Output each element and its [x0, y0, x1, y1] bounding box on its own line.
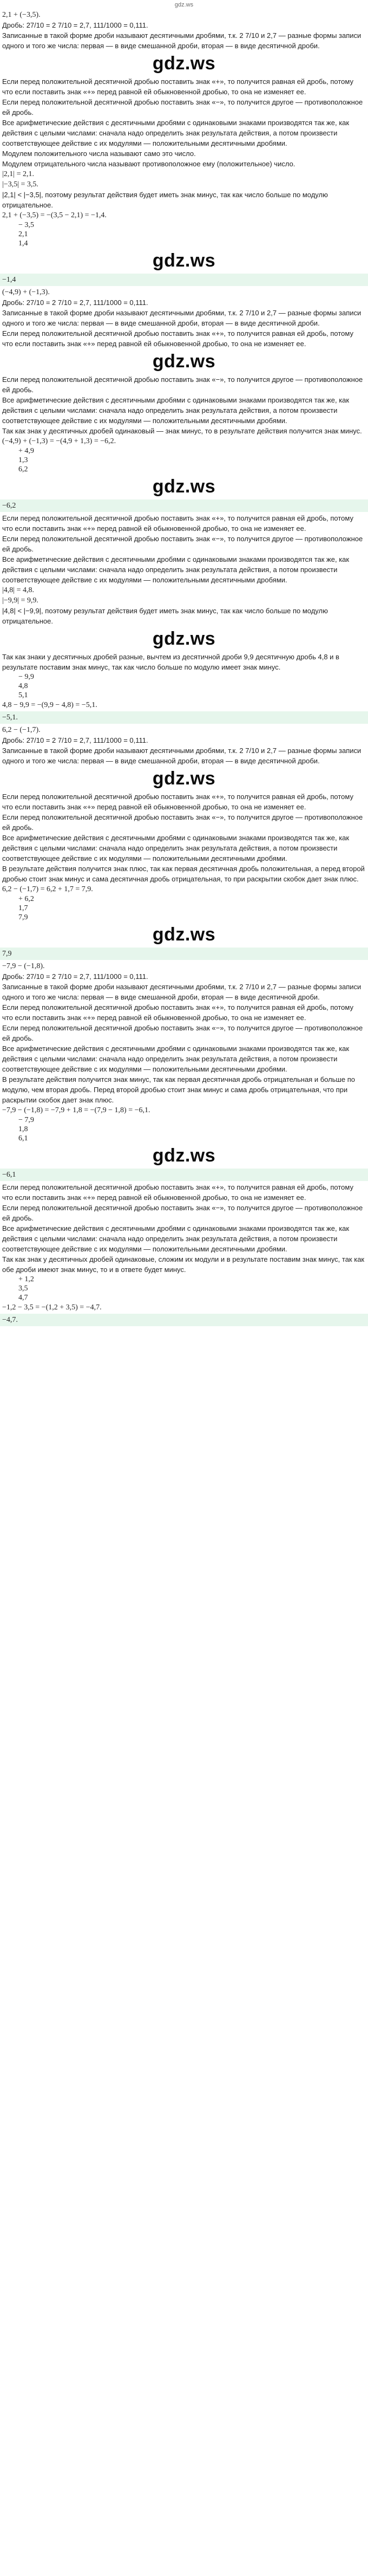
column-calc-line: 1,4 — [18, 239, 28, 248]
text-line: Все арифметические действия с десятичными дробями с одинаковыми знаками производятся так же, как действия с целыми числами: сначала надо определить знак результата действия, а потом произвести соответствующее действие с их модулями — положительными десятичными дробями. — [2, 1044, 350, 1073]
watermark: gdz.ws — [152, 476, 216, 497]
math-line: |2,1| = 2,1. — [2, 170, 35, 178]
text-line: Дробь: 27/10 = 2 7/10 = 2,7, 111/1000 = 0,111. — [2, 299, 148, 307]
text-line: Модулем отрицательного числа называют противоположное ему (положительное) число. — [2, 160, 295, 168]
text-line: Все арифметические действия с десятичными дробями с одинаковыми знаками производятся так же, как действия с целыми числами: сначала надо определить знак результата действия, а потом произвести соответствующее действие с их модулями — положительными десятичными дробями. — [2, 396, 350, 425]
solution-content — [0, 10, 368, 1326]
watermark: gdz.ws — [152, 628, 216, 649]
text-line: Все арифметические действия с десятичными дробями с одинаковыми знаками производятся так же, как действия с целыми числами: сначала надо определить знак результата действия, а потом произвести соответствующее действие с их модулями — положительными десятичными дробями. — [2, 555, 350, 584]
answer-line: −1,4 — [0, 274, 368, 286]
text-line: Если перед положительной десятичной дробью поставить знак «−», то получится другое — противоположное ей дробь. — [2, 98, 363, 116]
math-line: 4,8 − 9,9 = −(9,9 − 4,8) = −5,1. — [2, 701, 97, 709]
text-line: Дробь: 27/10 = 2 7/10 = 2,7, 111/1000 = 0,111. — [2, 736, 148, 744]
column-calc-line: + 4,9 — [18, 447, 34, 455]
text-line: Если перед положительной десятичной дробью поставить знак «+», то получится равная ей дробь, потому что если поставить знак «+» перед равной ей обыкновенной дробью, то она не изменяет ее. — [2, 329, 353, 348]
column-calc-line: − 9,9 — [18, 673, 34, 681]
column-calc-line: + 6,2 — [18, 895, 34, 903]
text-line: |2,1| < |−3,5|, поэтому результат действия будет иметь знак минус, так как число больше по модулю отрицательное. — [2, 191, 328, 209]
column-calc-line: − 3,5 — [18, 221, 34, 229]
answer-line: 7,9 — [0, 948, 368, 960]
text-line: Дробь: 27/10 = 2 7/10 = 2,7, 111/1000 = 0,111. — [2, 972, 148, 981]
column-calc-line: 4,8 — [18, 682, 28, 690]
math-line: −7,9 − (−1,8). — [2, 962, 45, 970]
text-line: В результате действия получится знак плюс, так как первая десятичная дробь положительная, а перед второй дробью стоит знак минус и сама десятичная дробь отрицательная, то при раскрытии скобок дает знак плюс. — [2, 865, 365, 883]
text-line: Все арифметические действия с десятичными дробями с одинаковыми знаками производятся так же, как действия с целыми числами: сначала надо определить знак результата действия, а потом произвести соответствующее действие с их модулями — положительными десятичными дробями. — [2, 1224, 350, 1253]
text-line: Если перед положительной десятичной дробью поставить знак «+», то получится равная ей дробь, потому что если поставить знак «+» перед равной ей обыкновенной дробью, то она не изменяет ее. — [2, 77, 353, 96]
column-calc-line: 1,3 — [18, 456, 28, 464]
text-line: Дробь: 27/10 = 2 7/10 = 2,7, 111/1000 = 0,111. — [2, 21, 148, 29]
column-calc-line: 3,5 — [18, 1284, 28, 1293]
text-line: Записанные в такой форме дроби называют десятичными дробями, т.к. 2 7/10 и 2,7 — разные формы записи одного и того же числа: первая — в виде смешанной дроби, вторая — в виде десятичной дроби. — [2, 31, 362, 50]
column-calc-line: − 7,9 — [18, 1116, 34, 1124]
math-line: 2,1 + (−3,5) = −(3,5 − 2,1) = −1,4. — [2, 211, 107, 219]
text-line: Если перед положительной десятичной дробью поставить знак «+», то получится равная ей дробь, потому что если поставить знак «+» перед равной ей обыкновенной дробью, то она не изменяет ее. — [2, 514, 353, 533]
text-line: Модулем положительного числа называют само это число. — [2, 150, 196, 158]
column-calc-line: 4,7 — [18, 1294, 28, 1302]
watermark: gdz.ws — [152, 1145, 216, 1166]
text-line: Записанные в такой форме дроби называют десятичными дробями, т.к. 2 7/10 и 2,7 — разные формы записи одного и того же числа: первая — в виде смешанной дроби, вторая — в виде десятичной дроби. — [2, 747, 362, 765]
watermark: gdz.ws — [152, 250, 216, 271]
math-line: |−9,9| = 9,9. — [2, 596, 38, 605]
column-calc-line: 6,1 — [18, 1134, 28, 1143]
text-line: Все арифметические действия с десятичными дробями с одинаковыми знаками производятся так же, как действия с целыми числами: сначала надо определить знак результата действия, а потом произвести соответствующее действие с их модулями — положительными десятичными дробями. — [2, 119, 350, 147]
text-line: Если перед положительной десятичной дробью поставить знак «+», то получится равная ей дробь, потому что если поставить знак «+» перед равной ей обыкновенной дробью, то она не изменяет ее. — [2, 793, 353, 811]
math-line: (−4,9) + (−1,3). — [2, 288, 50, 296]
watermark: gdz.ws — [152, 351, 216, 372]
answer-line: −5,1. — [0, 711, 368, 724]
answer-line: −6,1 — [0, 1169, 368, 1181]
text-line: Если перед положительной десятичной дробью поставить знак «−», то получится другое — противоположное ей дробь. — [2, 375, 363, 394]
answer-line: −6,2 — [0, 499, 368, 512]
text-line: Записанные в такой форме дроби называют десятичными дробями, т.к. 2 7/10 и 2,7 — разные формы записи одного и того же числа: первая — в виде смешанной дроби, вторая — в виде десятичной дроби. — [2, 309, 362, 327]
math-line: 6,2 − (−1,7) = 6,2 + 1,7 = 7,9. — [2, 885, 93, 893]
column-calc-line: + 1,2 — [18, 1275, 34, 1283]
math-line: 2,1 + (−3,5). — [2, 11, 41, 19]
math-line: |4,8| = 4,8. — [2, 586, 35, 594]
text-line: Если перед положительной десятичной дробью поставить знак «−», то получится другое — противоположное ей дробь. — [2, 1204, 363, 1222]
watermark: gdz.ws — [152, 768, 216, 789]
text-line: Если перед положительной десятичной дробью поставить знак «+», то получится равная ей дробь, потому что если поставить знак «+» перед равной ей обыкновенной дробью, то она не изменяет ее. — [2, 1183, 353, 1202]
column-calc-line: 1,7 — [18, 904, 28, 912]
math-line: −7,9 − (−1,8) = −7,9 + 1,8 = −(7,9 − 1,8) = −6,1. — [2, 1106, 150, 1114]
text-line: Так как знак у десятичных дробей одинаковый — знак минус, то в результате действия получится знак минус. — [2, 427, 362, 435]
text-line: Если перед положительной десятичной дробью поставить знак «+», то получится равная ей дробь, потому что если поставить знак «+» перед равной ей обыкновенной дробью, то она не изменяет ее. — [2, 1003, 353, 1022]
math-line: (−4,9) + (−1,3) = −(4,9 + 1,3) = −6,2. — [2, 437, 116, 445]
text-line: |4,8| < |−9,9|, поэтому результат действия будет иметь знак минус, так как число больше по модулю отрицательное. — [2, 607, 328, 625]
column-calc-line: 7,9 — [18, 913, 28, 922]
text-line: Так как знак у десятичных дробей одинаковые, сложим их модули и в результате поставим знак минус, так как обе дроби имеют знак минус, то и в ответе будет минус. — [2, 1255, 365, 1274]
text-line: Если перед положительной десятичной дробью поставить знак «−», то получится другое — противоположное ей дробь. — [2, 1024, 363, 1042]
watermark: gdz.ws — [152, 53, 216, 74]
text-line: Все арифметические действия с десятичными дробями с одинаковыми знаками производятся так же, как действия с целыми числами: сначала надо определить знак результата действия, а потом произвести соответствующее действие с их модулями — положительными десятичными дробями. — [2, 834, 350, 862]
column-calc-line: 1,8 — [18, 1125, 28, 1133]
site-header: gdz.ws — [174, 2, 194, 8]
column-calc-line: 6,2 — [18, 465, 28, 473]
watermark: gdz.ws — [152, 924, 216, 945]
answer-line: −4,7. — [0, 1314, 368, 1326]
math-line: |−3,5| = 3,5. — [2, 180, 38, 189]
text-line: Если перед положительной десятичной дробью поставить знак «−», то получится другое — противоположное ей дробь. — [2, 813, 363, 832]
column-calc-line: 5,1 — [18, 691, 28, 699]
text-line: Так как знаки у десятичных дробей разные, вычтем из десятичной дроби 9,9 десятичную дробь 4,8 и в результате поставим знак минус, так как число больше по модулю имеет знак минус. — [2, 653, 339, 671]
text-line: Записанные в такой форме дроби называют десятичными дробями, т.к. 2 7/10 и 2,7 — разные формы записи одного и того же числа: первая — в виде смешанной дроби, вторая — в виде десятичной дроби. — [2, 983, 362, 1001]
text-line: В результате действия получится знак минус, так как первая десятичная дробь отрицательная и больше по модулю, чем вторая дробь. Перед второй дробью стоит знак минус и сама дробь отрицательная, что при раскрытии скобок дает знак плюс. — [2, 1075, 355, 1104]
text-line: Если перед положительной десятичной дробью поставить знак «−», то получится другое — противоположное ей дробь. — [2, 535, 363, 553]
math-line: 6,2 − (−1,7). — [2, 726, 41, 734]
column-calc-line: 2,1 — [18, 230, 28, 238]
math-line: −1,2 − 3,5 = −(1,2 + 3,5) = −4,7. — [2, 1303, 102, 1312]
